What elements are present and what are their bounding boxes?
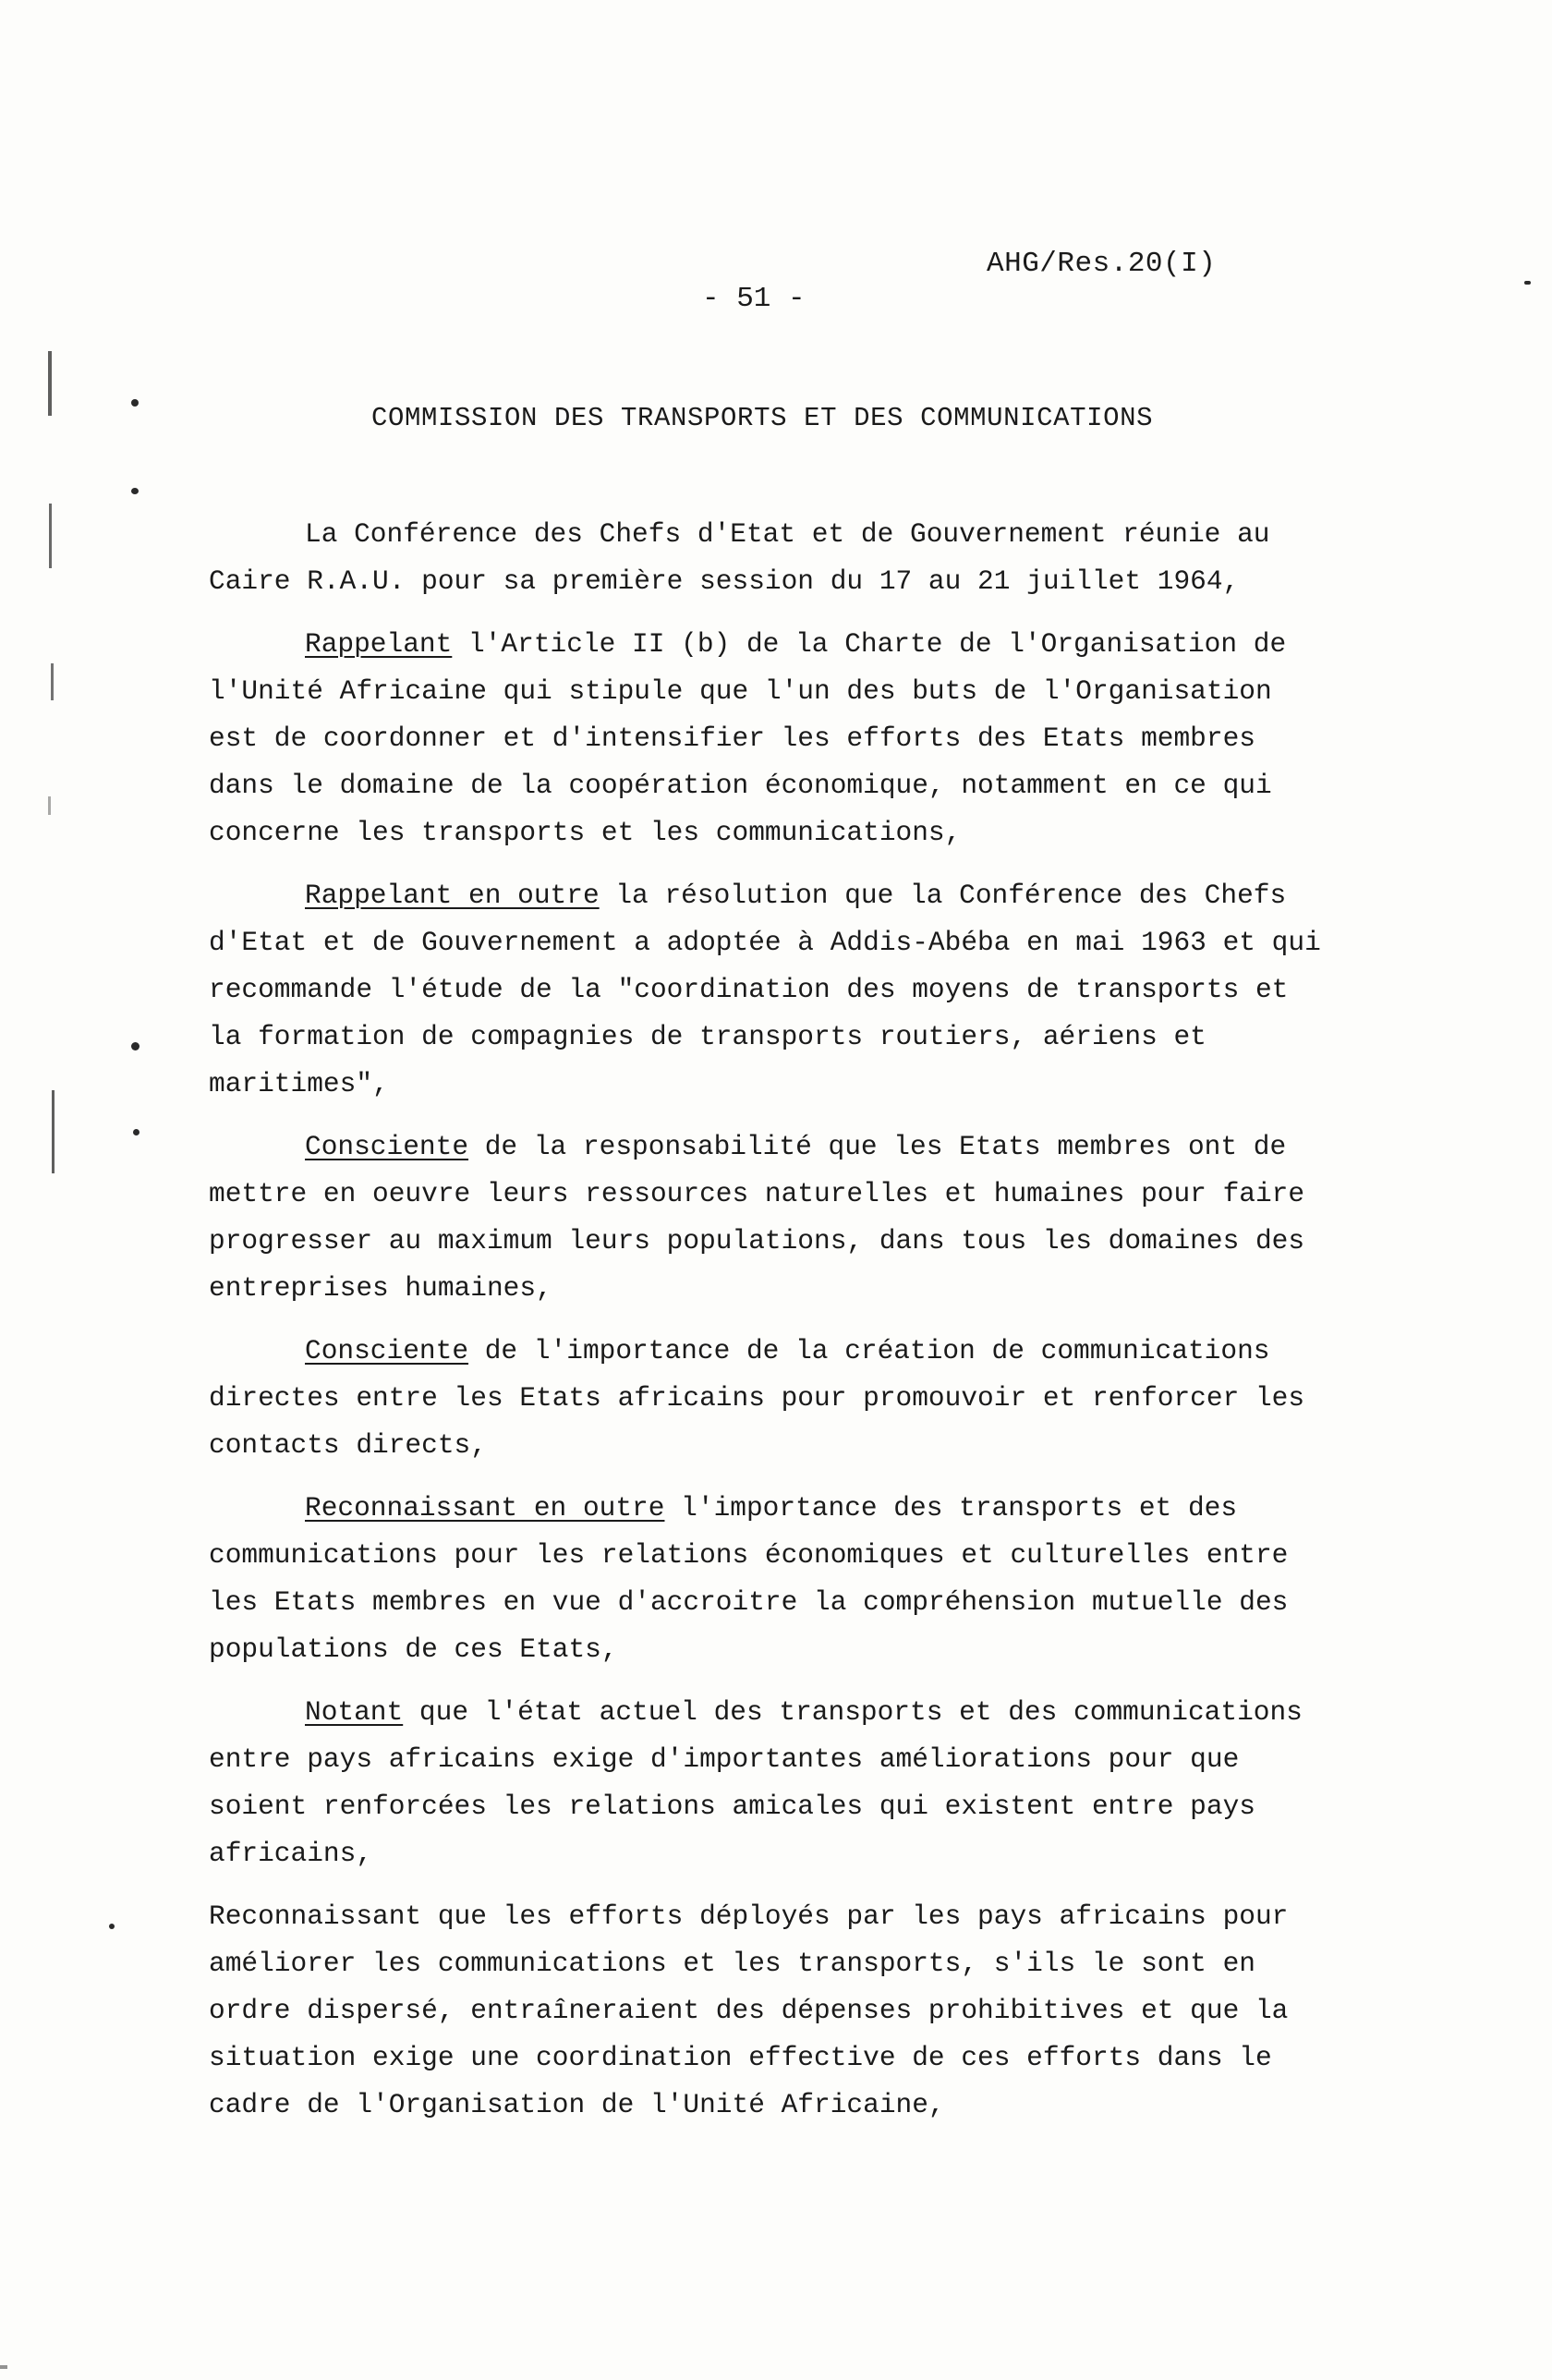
paragraph-text: la résolution que la Conférence des Chefs d'Etat et de Gouvernement a adoptée à Addis-Abéba en mai 1963 et qui recommande l'étude de la "coordination des moyens de transports et la formation de compagnies de transports routiers, aériens et maritimes", bbox=[209, 880, 1321, 1099]
scan-mark bbox=[0, 2365, 7, 2369]
paragraph-text: de l'importance de la création de communications directes entre les Etats africains pour promouvoir et renforcer les contacts directs, bbox=[209, 1335, 1305, 1461]
scan-mark bbox=[51, 663, 54, 700]
scan-mark bbox=[48, 351, 52, 416]
paragraph-consciente-2 bbox=[209, 1328, 1354, 1469]
scan-mark bbox=[109, 1924, 115, 1929]
paragraph-lead: Consciente bbox=[305, 1335, 469, 1366]
paragraph-text: que l'état actuel des transports et des communications entre pays africains exige d'importantes améliorations pour que soient renforcées les relations amicales qui existent entre pays africains, bbox=[209, 1696, 1303, 1869]
paragraph-rappelant-en-outre bbox=[209, 872, 1354, 1108]
scan-mark bbox=[48, 796, 51, 815]
paragraph-text: Reconnaissant que les efforts déployés par les pays africains pour améliorer les communications et les transports, s'ils le sont en ordre dispersé, entraîneraient des dépenses prohibitives et que la situation exige une coordination effective de ces efforts dans le cadre de l'Organisation de l'Unité Africaine, bbox=[209, 1900, 1289, 2120]
scan-mark bbox=[131, 488, 139, 494]
paragraph-rappelant bbox=[209, 621, 1354, 856]
paragraph-lead: Rappelant bbox=[305, 628, 453, 660]
document-title: COMMISSION DES TRANSPORTS ET DES COMMUNICATIONS bbox=[371, 403, 1154, 433]
scan-mark bbox=[133, 1129, 139, 1135]
scan-mark bbox=[49, 504, 52, 568]
paragraph-reconnaissant bbox=[209, 1893, 1354, 2129]
paragraph-text: l'importance des transports et des communications pour les relations économiques et culturelles entre les Etats membres en vue d'accroitre la compréhension mutuelle des populations de ces Etats, bbox=[209, 1492, 1289, 1665]
paragraph-lead: Consciente bbox=[305, 1131, 469, 1162]
paragraph-reconnaissant-en-outre bbox=[209, 1485, 1354, 1673]
page-number: - 51 - bbox=[702, 283, 806, 315]
paragraph-text: de la responsabilité que les Etats membres ont de mettre en oeuvre leurs ressources naturelles et humaines pour faire progresser au maximum leurs populations, dans tous les domaines des entreprises humaines, bbox=[209, 1131, 1305, 1304]
paragraph-lead: Notant bbox=[305, 1696, 404, 1728]
document-body bbox=[209, 511, 1354, 2144]
paragraph-lead: Reconnaissant en outre bbox=[305, 1492, 665, 1524]
paragraph-text: La Conférence des Chefs d'Etat et de Gouvernement réunie au Caire R.A.U. pour sa première session du 17 au 21 juillet 1964, bbox=[209, 518, 1270, 597]
scan-mark bbox=[52, 1090, 55, 1173]
paragraph-preamble bbox=[209, 511, 1354, 605]
paragraph-notant bbox=[209, 1689, 1354, 1877]
scan-mark bbox=[131, 399, 139, 407]
paragraph-lead: Rappelant en outre bbox=[305, 880, 600, 911]
paragraph-consciente-1 bbox=[209, 1123, 1354, 1312]
scan-mark bbox=[131, 1042, 139, 1050]
document-reference: AHG/Res.20(I) bbox=[987, 248, 1217, 280]
scan-mark bbox=[1524, 281, 1531, 285]
paragraph-text: l'Article II (b) de la Charte de l'Organisation de l'Unité Africaine qui stipule que l'un des buts de l'Organisation est de coordonner et d'intensifier les efforts des Etats membres dans le domaine de la coopération économique, notamment en ce qui concerne les transports et les communications, bbox=[209, 628, 1287, 848]
